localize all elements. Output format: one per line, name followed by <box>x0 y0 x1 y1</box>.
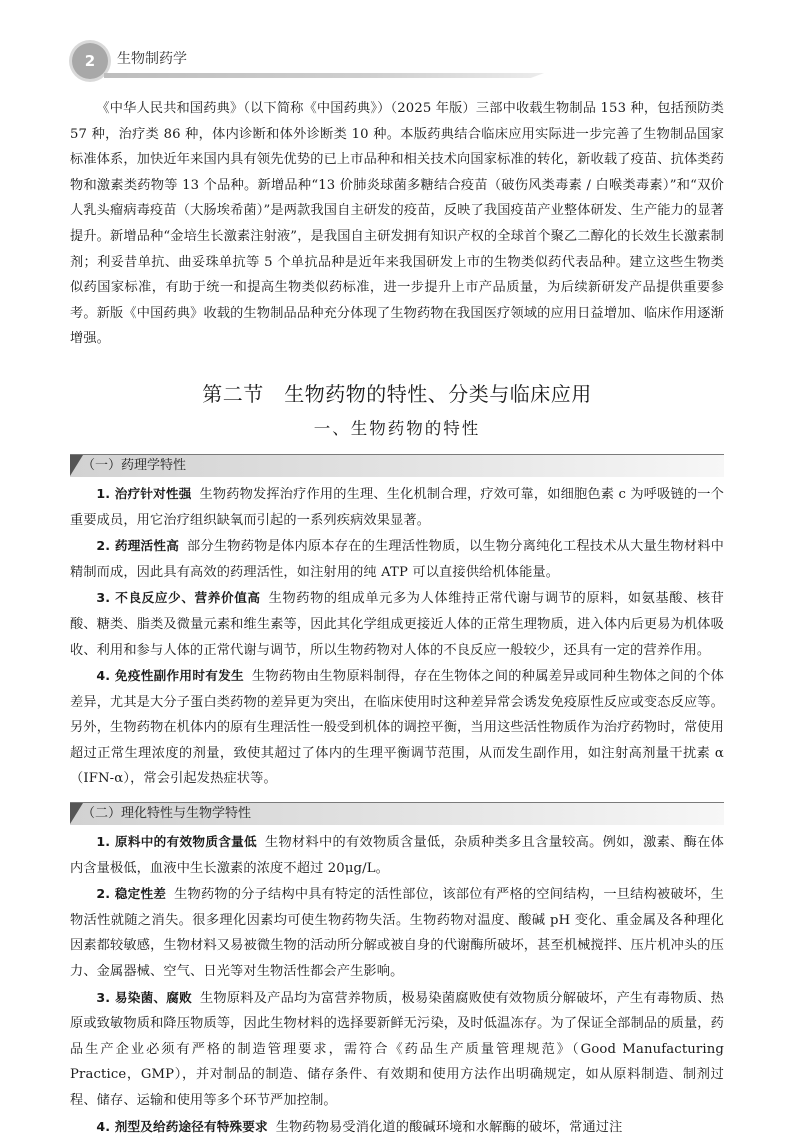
item-term: 4. 免疫性副作用时有发生 <box>96 668 244 684</box>
item-paragraph <box>70 533 724 585</box>
item-text: 生物药物的组成单元多为人体维持正常代谢与调节的原料，如氨基酸、核苷酸、糖类、脂类及微量元素和维生素等，因此其化学组成更接近人体的正常生理物质，进入体内后更易为机体吸收、利用和参与人体的正常代谢与调节，所以生物药物对人体的不良反应一般较少，还具有一定的营养作用。 <box>70 591 724 658</box>
item-paragraph <box>70 881 724 984</box>
item-text: 生物药物易受消化道的酸碱环境和水解酶的破坏，常通过注 <box>275 1119 623 1135</box>
item-paragraph <box>70 663 724 792</box>
item-text: 生物原料及产品均为富营养物质，极易染菌腐败使有效物质分解破坏，产生有毒物质、热原或致敏物质和降压物质等，因此生物材料的选择要新鲜无污染，及时低温冻存。为了保证全部制品的质量，药品生产企业必须有严格的制造管理要求，需符合《药品生产质量管理规范》（Good Manufacturing Practice，GMP），并对制品的制造、储存条件、有效期和使用方法作出明确规定，如从原料制造、制剂过程、储存、运输和使用等多个环节严加控制。 <box>70 990 724 1108</box>
header-rule <box>104 73 544 78</box>
item-text: 生物药物发挥治疗作用的生理、生化机制合理，疗效可靠，如细胞色素 c 为呼吸链的一个重要成员，用它治疗组织缺氧而引起的一系列疾病效果显著。 <box>70 486 724 528</box>
item-text: 生物材料中的有效物质含量低，杂质种类多且含量较高。例如，激素、酶在体内含量极低，血液中生长激素的浓度不超过 20μg/L。 <box>70 835 725 876</box>
item-term: 3. 不良反应少、营养价值高 <box>96 590 261 606</box>
item-term: 3. 易染菌、腐败 <box>96 989 192 1005</box>
item-term: 1. 治疗针对性强 <box>96 485 192 501</box>
section-title: 第二节 生物药物的特性、分类与临床应用 <box>202 381 592 406</box>
page-number-badge: 2 <box>72 43 108 79</box>
group-heading-bar <box>70 454 724 477</box>
subsection-title: 一、生物药物的特性 <box>313 418 481 438</box>
item-text: 生物药物由生物原料制得，存在生物体之间的种属差异或同种生物体之间的个体差异，尤其是大分子蛋白类药物的差异更为突出，在临床使用时这种差异常会诱发免疫原性反应或变态反应等。另外，生物药物在机体内的原有生理活性一般受到机体的调控平衡，当用这些活性物质作为治疗药物时，常使用超过正常生理浓度的剂量，致使其超过了体内的生理平衡调节范围，从而发生副作用，如注射高剂量干扰素 α（IFN-α），常会引起发热症状等。 <box>70 669 724 787</box>
running-header-title: 生物制药学 <box>117 51 187 67</box>
item-term: 4. 剂型及给药途径有特殊要求 <box>96 1118 268 1134</box>
item-term: 2. 稳定性差 <box>96 886 167 902</box>
item-term: 2. 药理活性高 <box>96 538 180 554</box>
item-text: 部分生物药物是体内原本存在的生理活性物质，以生物分离纯化工程技术从大量生物材料中精制而成，因此具有高效的药理活性，如注射用的纯 ATP 可以直接供给机体能量。 <box>70 539 724 580</box>
item-text: 生物药物的分子结构中具有特定的活性部位，该部位有严格的空间结构，一旦结构被破坏，生物活性就随之消失。很多理化因素均可使生物药物失活。生物药物对温度、酸碱 pH 变化、重金属及各种理化因素都较敏感，生物材料又易被微生物的活动所分解或被自身的代谢酶所破坏，甚至机械搅拌、压片机冲头的压力、金属器械、空气、日光等对生物活性都会产生影响。 <box>70 887 725 980</box>
group-heading-pharmacology: （一）药理学特性 <box>82 457 187 473</box>
item-paragraph <box>70 1114 724 1141</box>
item-paragraph <box>70 985 724 1114</box>
page-body <box>70 96 724 1140</box>
page-header <box>0 0 800 90</box>
intro-paragraph: 《中华人民共和国药典》（以下简称《中国药典》）（2025 年版）三部中收载生物制品 153 种，包括预防类 57 种，治疗类 86 种，体内诊断和体外诊断类 10 种。本版药典结合临床应用实际进一步完善了生物制品国家标准体系，加快近年来国内具有领先优势的已上市品种和相关技术向国家标准的转化，新收载了疫苗、抗体类药物和激素类药物等 13 个品种。新增品种“13 价肺炎球菌多糖结合疫苗（破伤风类毒素 / 白喉类毒素）”和“双价人乳头瘤病毒疫苗（大肠埃希菌）”是两款我国自主研发的疫苗，反映了我国疫苗产业整体研发、生产能力的显著提升。新增品种“金培生长激素注射液”，是我国自主研发拥有知识产权的全球首个聚乙二醇化的长效生长激素制剂；利妥昔单抗、曲妥珠单抗等 5 个单抗品种是近年来我国研发上市的生物类似药代表品种。建立这些生物类似药国家标准，有助于统一和提高生物类似药标准，进一步提升上市产品质量，为后续新研发产品提供重要参考。新版《中国药典》收载的生物制品品种充分体现了生物药物在我国医疗领域的应用日益增加、临床作用逐渐增强。 <box>70 101 724 347</box>
group-heading-bar <box>70 802 724 825</box>
item-paragraph <box>70 829 724 881</box>
item-term: 1. 原料中的有效物质含量低 <box>96 834 257 850</box>
item-paragraph <box>70 585 724 663</box>
item-paragraph <box>70 481 724 533</box>
group-heading-physicochemical: （二）理化特性与生物学特性 <box>82 806 252 822</box>
